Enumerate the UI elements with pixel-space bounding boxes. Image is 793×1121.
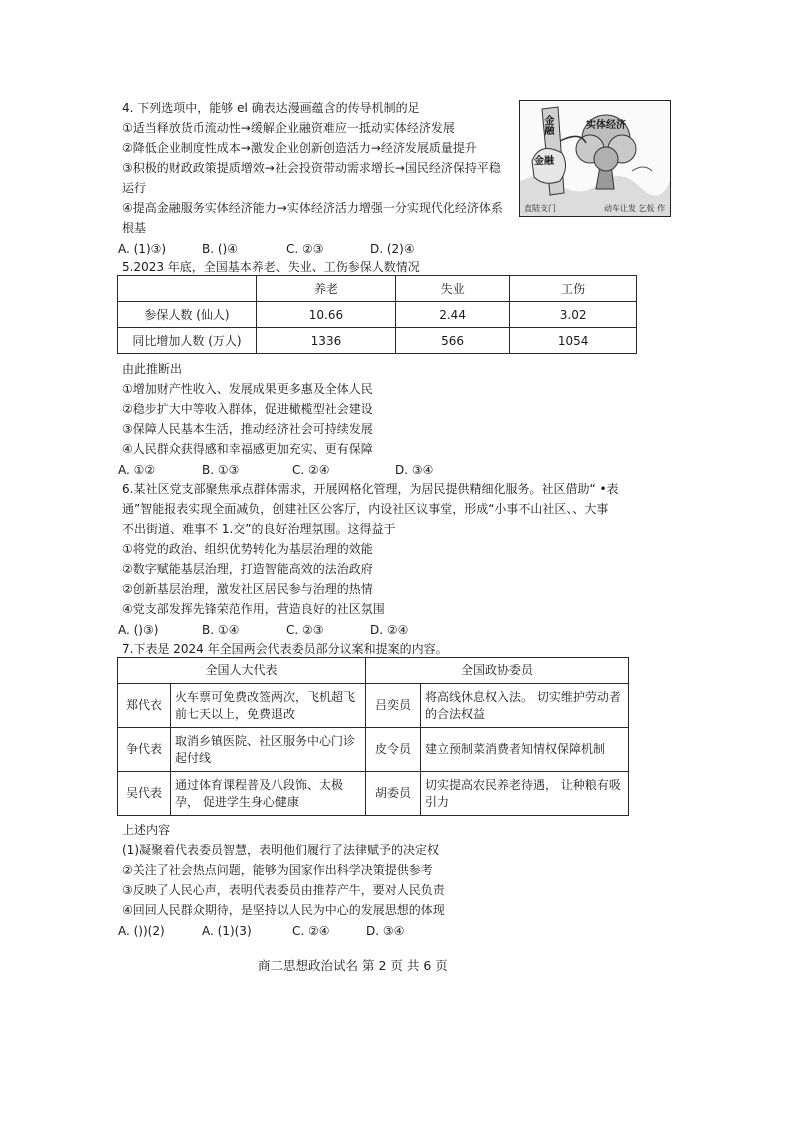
q7-option-1: (1)凝聚着代表委员智慧，表明他们履行了法律赋予的决定权	[122, 843, 440, 857]
cartoon-label-real-economy: 实体经济	[586, 120, 626, 131]
q4-choice-a: A. (1)③)	[118, 242, 167, 256]
q5-option-4: ④人民群众获得感和幸福感更加充实、更有保障	[122, 442, 373, 456]
q6-option-3: ②创新基层治理，激发社区居民参与治理的热情	[122, 582, 373, 596]
table-header-row	[118, 658, 629, 684]
q7-choice-c: C. ②④	[292, 924, 330, 938]
table-cell: 3.02	[510, 302, 637, 328]
q6-option-4: ④党支部发挥先锋荣范作用，营造良好的社区氛围	[122, 602, 385, 616]
q5-choice-b: B. ①③	[202, 463, 240, 477]
q7-option-2: ②关注了社会热点问题，能够为国家作出科学决策提供参考	[122, 863, 433, 877]
table-header-cell: 养老	[257, 276, 396, 302]
page-footer: 商二思想政治试名 第 2 页 共 6 页	[258, 958, 448, 973]
q4-option-1: ①适当释放货币流动性→缓解企业融资难应一抵动实体经济发展	[122, 121, 455, 135]
q5-lead: 由此推断出	[122, 362, 183, 376]
q5-option-3: ③保障人民基本生活，推动经济社会可持续发展	[122, 422, 373, 436]
table-header-cell: 工伤	[510, 276, 637, 302]
rep-proposal: 通过体育课程普及八段饰、太极孕， 促进学生身心健康	[171, 772, 366, 816]
q5-choice-d: D. ③④	[395, 463, 434, 477]
table-cell: 1054	[510, 328, 637, 354]
cartoon-caption-left: 直陆支门	[524, 204, 556, 213]
q6-choice-d: D. ②④	[370, 623, 409, 637]
q7-choice-a: A. ())(2)	[118, 924, 165, 938]
rep-name: 吴代表	[118, 772, 171, 816]
table-row	[118, 728, 629, 772]
q5-option-2: ②稳步扩大中等收入群体，促进橄榄型社会建设	[122, 402, 373, 416]
table-cell: 10.66	[257, 302, 396, 328]
table-cell: 2.44	[395, 302, 509, 328]
q4-choice-b: B. ()④	[202, 242, 238, 256]
cartoon-label-finance: 金融	[534, 156, 554, 167]
cartoon-caption-right: 动车让发 乞仮 作	[604, 204, 666, 213]
table-header-cell	[118, 276, 257, 302]
member-name: 吕奕员	[366, 684, 421, 728]
table-header-row	[118, 276, 637, 302]
cartoon-illustration	[519, 100, 671, 217]
q7-choice-d: D. ③④	[366, 924, 405, 938]
q6-stem-line-3: 不出街道、难事不 1.交”的良好治理氛围。这得益于	[122, 522, 396, 536]
table-cell: 参保人数 (仙人)	[118, 302, 257, 328]
table-row	[118, 684, 629, 728]
q5-table	[117, 275, 637, 354]
q4-stem: 4. 下列选项中，能够 el 确表达漫画蕴含的传导机制的足	[122, 101, 420, 115]
q7-lead: 上述内容	[122, 823, 171, 837]
q5-stem: 5.2023 年底，全国基本养老、失业、工伤参保人数情况	[122, 260, 420, 274]
q7-table	[117, 657, 629, 816]
table-row	[118, 772, 629, 816]
q5-choice-a: A. ①②	[118, 463, 156, 477]
table-header-left: 全国人大代表	[118, 658, 366, 684]
q6-stem-line-2: 通”智能报表实现全面减负，创建社区公客厅，内设社区议事堂，形成“小事不山社区、、大事	[122, 502, 609, 516]
q7-stem: 7.下表是 2024 年全国两会代表委员部分议案和提案的内容。	[122, 642, 448, 656]
table-row	[118, 328, 637, 354]
q4-option-4: ④提高金融服务实体经济能力→实体经济活力增强一分实现代化经济体系	[122, 201, 503, 215]
rep-name: 争代表	[118, 728, 171, 772]
q4-choice-c: C. ②③	[286, 242, 324, 256]
member-name: 胡委员	[366, 772, 421, 816]
q4-option-4-cont: 根基	[122, 221, 147, 235]
table-cell: 1336	[257, 328, 396, 354]
q6-choice-a: A. ()③)	[118, 623, 159, 637]
q7-choice-a-dup: A. (1)(3)	[202, 924, 252, 938]
rep-proposal: 取消乡镇医院、社区服务中心门诊起付线	[171, 728, 366, 772]
q4-option-2: ②降低企业制度性成本→激发企业创新创造活力→经济发展质量提升	[122, 141, 477, 155]
q5-option-1: ①增加财产性收入、发展成果更多惠及全体人民	[122, 382, 373, 396]
rep-name: 郑代衣	[118, 684, 171, 728]
table-cell: 566	[395, 328, 509, 354]
cartoon-label-finance-top: 金融	[542, 115, 553, 135]
q6-option-2: ②数字赋能基层治理，打造智能高效的法治政府	[122, 562, 373, 576]
table-header-right: 全国政协委员	[366, 658, 629, 684]
q4-choice-d: D. (2)④	[370, 242, 415, 256]
q6-choice-c: C. ②③	[286, 623, 324, 637]
q6-stem-line-1: 6.某社区党支部聚焦承点群体需求，开展网格化管理，为居民提供精细化服务。社区借助“ •表	[122, 482, 619, 496]
q6-option-1: ①将党的政治、组织优势转化为基层治理的效能	[122, 542, 373, 556]
q7-option-4: ④回回人民群众期待，是坚持以人民为中心的发展思想的体现	[122, 903, 445, 917]
q6-choice-b: B. ①④	[202, 623, 240, 637]
q4-option-3-cont: 运行	[122, 181, 147, 195]
table-row	[118, 302, 637, 328]
member-proposal: 切实提高农民养老待遇， 让种粮有吸引力	[421, 772, 629, 816]
q5-choice-c: C. ②④	[292, 463, 330, 477]
member-proposal: 将高线休息权入法。 切实维护劳动者的合法权益	[421, 684, 629, 728]
rep-proposal: 火车票可免费改签两次，飞机超飞前七天以上，免费退改	[171, 684, 366, 728]
table-header-cell: 失业	[395, 276, 509, 302]
table-cell: 同比增加人数 (万人)	[118, 328, 257, 354]
q7-option-3: ③反映了人民心声，表明代表委员由推荐产牛，要对人民负责	[122, 883, 445, 897]
member-proposal: 建立预制菜消费者知情权保障机制	[421, 728, 629, 772]
member-name: 皮令员	[366, 728, 421, 772]
q4-option-3: ③积极的财政政策提质增效→社会投资带动需求增长→国民经济保持平稳	[122, 161, 501, 175]
